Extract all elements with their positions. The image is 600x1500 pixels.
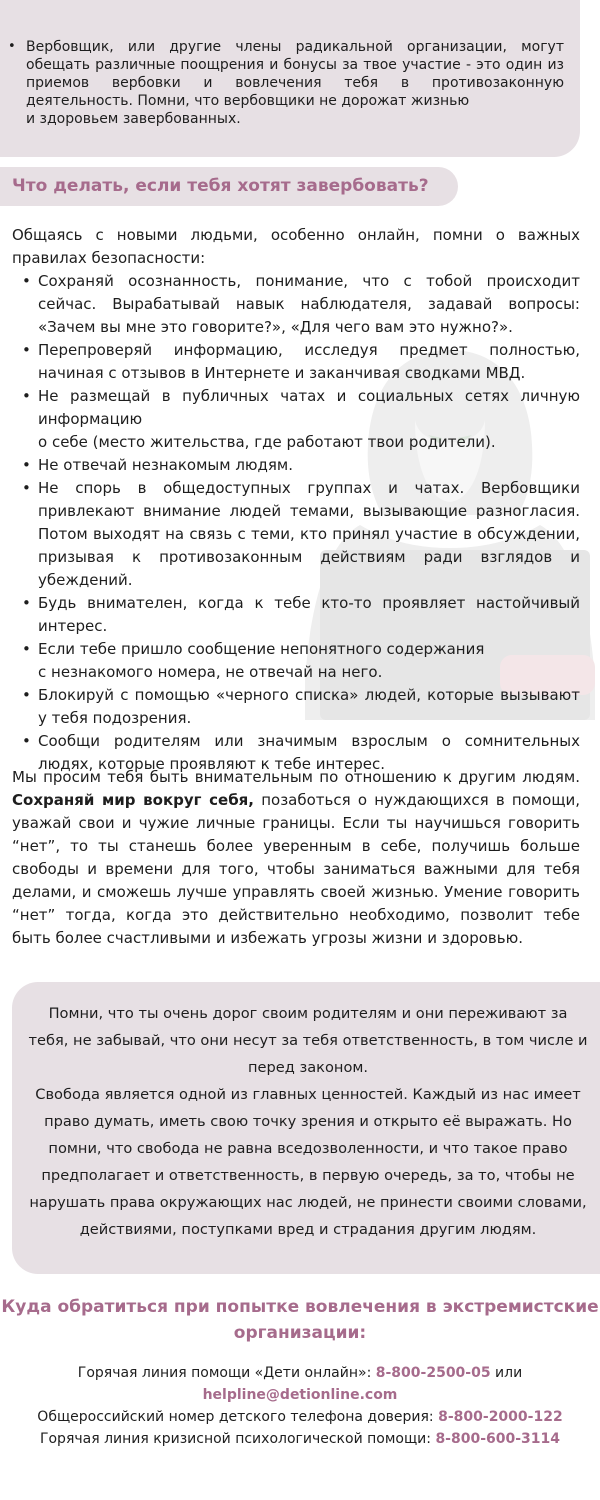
safety-rule-item: • Не спорь в общедоступных группах и чатах. Вербовщики привлекают внимание людей темами, вызывающие разногласия. Потом выходят на связь с теми, кто принял участие в обсуждении, призывая к противозаконным действиям ради взглядов и убеждений. [38, 477, 580, 592]
contact-label: Общероссийский номер детского телефона доверия: [37, 1409, 434, 1425]
appeal-paragraph [12, 766, 580, 950]
note-paragraph-1: Помни, что ты очень дорог своим родителям и они переживают за тебя, не забывай, что они несут за тебя ответственность, в том числе и перед законом. [28, 1005, 588, 1076]
safety-rules-intro: Общаясь с новыми людьми, особенно онлайн, помни о важных правилах безопасности: [12, 226, 580, 267]
note-paragraph-2: Свобода является одной из главных ценностей. Каждый из нас имеет право думать, иметь свою точку зрения и открыто её выражать. Но помни, что свобода не равна вседозволенности, и что такое право предполагает и ответственность, в первую очередь, за то, чтобы не нарушать права окружающих нас людей, не принести своими словами, действиями, поступками вред и страдания другим людям. [29, 1086, 587, 1238]
safety-rule-item: • Сохраняй осознанность, понимание, что с тобой происходит сейчас. Вырабатывай навык наблюдателя, задавай вопросы: «Зачем вы мне это говорите?», «Для чего вам это нужно?». [38, 270, 580, 339]
freedom-note-text [12, 982, 600, 1243]
recruiter-warning-list [0, 0, 580, 128]
safety-rule-text: Если тебе пришло сообщение непонятного содержания [38, 640, 485, 658]
phone-link[interactable]: 8-800-600-3114 [435, 1431, 561, 1447]
help-title: Куда обратиться при попытке вовлечения в экстремистские организации: [1, 1297, 599, 1343]
section-heading: Что делать, если тебя хотят завербовать? [12, 176, 429, 196]
recruiter-warning-text: Вербовщик, или другие члены радикальной организации, могут обещать различные поощрения и бонусы за твое участие - это один из приемов вербовки и вовлечения тебя в противозаконную [26, 39, 564, 91]
safety-rule-item: • Блокируй с помощью «черного списка» людей, которые вызывают у тебя подозрения. [38, 684, 580, 730]
email-link[interactable]: helpline@detionline.com [202, 1387, 398, 1403]
safety-rule-text: Не размещай в публичных чатах и социальных сетях личную информацию [38, 387, 580, 428]
safety-rule-item: • Не отвечай незнакомым людям. [38, 454, 580, 477]
safety-rules-list [12, 270, 580, 776]
freedom-note-card [12, 982, 600, 1274]
contact-line-2 [0, 1406, 600, 1428]
contact-line-email [0, 1384, 600, 1406]
contact-line-3 [0, 1428, 600, 1450]
help-contacts [0, 1362, 600, 1450]
recruiter-warning-item [26, 38, 564, 128]
safety-rule-item: • Будь внимателен, когда к тебе кто-то проявляет настойчивый интерес. [38, 592, 580, 638]
safety-rule-item: • Сообщи родителям или значимым взрослым о сомнительных людях, которые проявляют к тебе интерес. [38, 730, 580, 776]
recruiter-warning-text-3: и здоровьем завербованных. [26, 111, 241, 127]
contact-or: или [495, 1365, 523, 1381]
appeal-text-after: позаботься о нуждающихся в помощи, уважай свои и чужие личные границы. Если ты научишься говорить “нет”, то ты станешь более уверенным в себе, получишь больше свободы и времени для того, чтобы заниматься важными для тебя делами, и сможешь лучше управлять своей жизнью. Умение говорить “нет” тогда, когда это действительно необходимо, позволит тебе быть более счастливыми и избежать угрозы жизни и здоровью. [12, 791, 580, 947]
contact-label: Горячая линия кризисной психологической помощи: [39, 1431, 431, 1447]
phone-link[interactable]: 8-800-2000-122 [438, 1409, 563, 1425]
safety-rule-text-cont: о себе (место жительства, где работают твои родители). [38, 433, 496, 451]
appeal-bold-phrase: Сохраняй мир вокруг себя, [12, 791, 255, 809]
contact-label: Горячая линия помощи «Дети онлайн»: [77, 1365, 372, 1381]
safety-rule-item [38, 638, 580, 684]
safety-rule-text-cont: с незнакомого номера, не отвечай на него. [38, 663, 383, 681]
appeal-text-before: Мы просим тебя быть внимательным по отношению к другим людям. [12, 768, 580, 786]
safety-rules-section [12, 224, 580, 776]
recruiter-warning-card [0, 0, 580, 157]
contact-line-1 [0, 1362, 600, 1384]
safety-rule-item [38, 385, 580, 454]
phone-link[interactable]: 8-800-2500-05 [375, 1365, 491, 1381]
section-heading-pill [0, 167, 458, 206]
safety-rule-item: • Перепроверяй информацию, исследуя предмет полностью, начиная с отзывов в Интернете и заканчивая сводками МВД. [38, 339, 580, 385]
recruiter-warning-text-2: деятельность. Помни, что вербовщики не дорожат жизнью [26, 93, 470, 109]
